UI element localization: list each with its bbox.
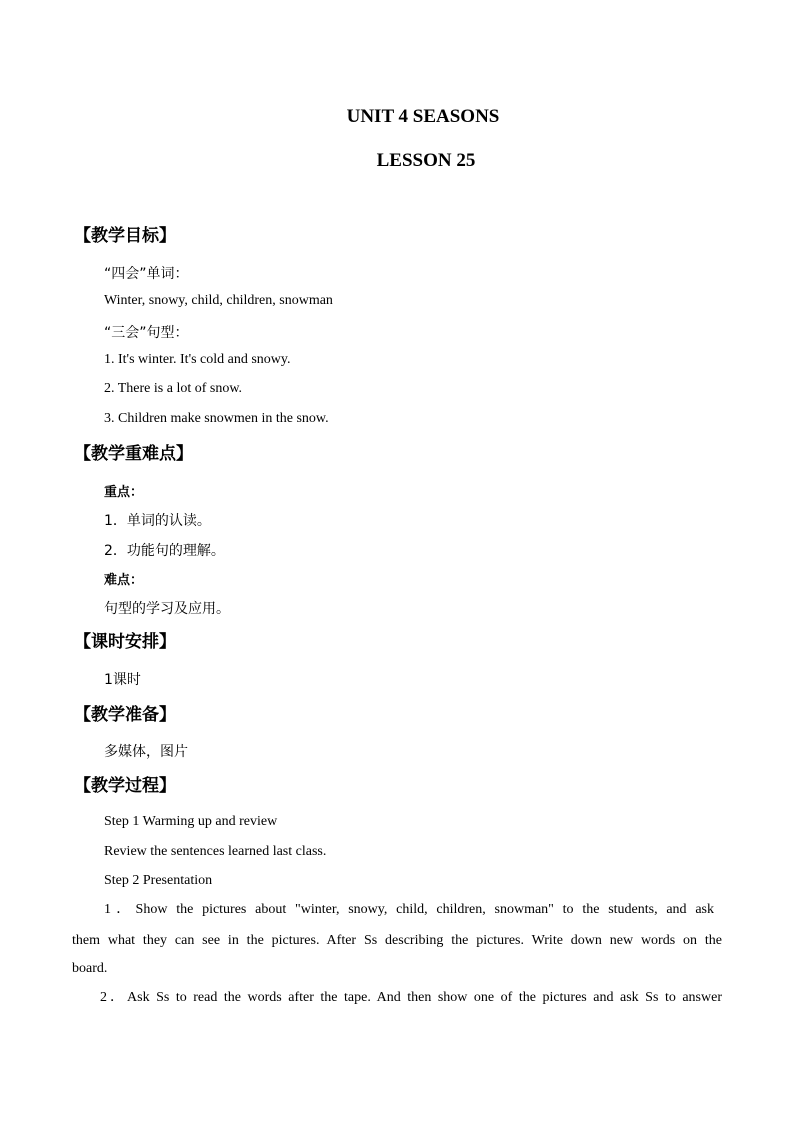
objectives-heading: 【教学目标】 [74, 226, 176, 246]
lesson-title: LESSON 25 [376, 150, 476, 171]
key-points-heading: 【教学重难点】 [74, 444, 193, 464]
preparation-text: 多媒体，图片 [104, 744, 188, 760]
difficult-text: 句型的学习及应用。 [104, 601, 230, 617]
schedule-text: 1课时 [104, 672, 141, 688]
four-skills-label: “四会”单词： [104, 266, 189, 282]
key-item: 2．功能句的理解。 [104, 543, 225, 559]
paragraph-1-line-3: board. [72, 961, 108, 976]
paragraph-1-line-2: them what they can see in the pictures. After Ss describing the pictures. Write down new words on the [72, 933, 722, 948]
preparation-heading: 【教学准备】 [74, 705, 176, 725]
process-heading: 【教学过程】 [74, 776, 176, 796]
paragraph-1-line-1: 1．Show the pictures about "winter, snowy, child, children, snowman" to the students, and ask [104, 902, 714, 917]
paragraph-2-line-1: 2．Ask Ss to read the words after the tape. And then show one of the pictures and ask Ss to answer [100, 990, 722, 1005]
sentence-item: 1. It's winter. It's cold and snowy. [104, 352, 291, 367]
step-1: Step 1 Warming up and review [104, 814, 278, 829]
schedule-heading: 【课时安排】 [74, 632, 176, 652]
key-label: 重点： [104, 485, 144, 500]
sentence-item: 3. Children make snowmen in the snow. [104, 411, 329, 426]
sentence-item: 2. There is a lot of snow. [104, 381, 243, 396]
key-item: 1．单词的认读。 [104, 513, 211, 529]
review-text: Review the sentences learned last class. [104, 844, 327, 859]
difficult-label: 难点： [104, 573, 144, 588]
unit-title: UNIT 4 SEASONS [346, 106, 500, 127]
vocabulary-words: Winter, snowy, child, children, snowman [104, 293, 333, 308]
three-skills-label: “三会”句型： [104, 325, 189, 341]
step-2: Step 2 Presentation [104, 873, 213, 888]
